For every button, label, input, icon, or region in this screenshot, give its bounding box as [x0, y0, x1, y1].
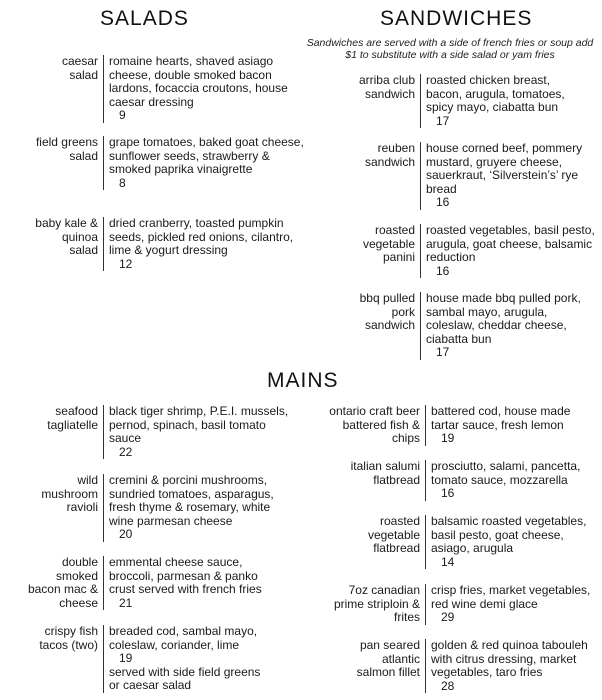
item-price: 19 — [119, 651, 133, 665]
item-price: 20 — [119, 527, 133, 541]
sandwiches-title: SANDWICHES — [380, 7, 533, 30]
item-name: bbq pulled pork sandwich — [359, 291, 415, 332]
item-price: 22 — [119, 444, 133, 459]
item-name: italian salumi flatbread — [350, 459, 420, 487]
item-description: dried cranberry, toasted pumpkin seeds, pickled red onions, cilantro, lime & yogurt dressing — [109, 216, 294, 257]
item-name: field greens salad — [35, 135, 98, 163]
salads-title: SALADS — [100, 7, 189, 30]
item-description: romaine hearts, shaved asiago cheese, double smoked bacon lardons, focaccia croutons, house caesar dressing — [109, 54, 288, 109]
item-name: double smoked bacon mac & cheese — [27, 555, 98, 610]
item-price: 16 — [436, 195, 450, 209]
item-description: house made bbq pulled pork, sambal mayo, arugula, coleslaw, cheddar cheese, ciabatta bun — [426, 291, 581, 346]
item-name: wild mushroom ravioli — [41, 473, 98, 514]
item-description: emmental cheese sauce, broccoli, parmesan & panko crust served with french fries — [109, 555, 262, 596]
menu-item — [25, 405, 289, 459]
item-price: 17 — [436, 113, 450, 128]
item-description: cremini & porcini mushrooms, sundried tomatoes, asparagus, fresh thyme & rosemary, white wine parmesan cheese — [109, 473, 274, 528]
item-price: 19 — [441, 431, 455, 445]
item-price: 9 — [119, 108, 126, 122]
item-description: golden & red quinoa tabouleh with citrus dressing, market vegetables, taro fries — [431, 638, 588, 679]
item-description: black tiger shrimp, P.E.I. mussels, pernod, spinach, basil tomato sauce — [109, 404, 289, 445]
sandwiches-note: Sandwiches are served with a side of french fries or soup add $1 to substitute with a side salad or yam fries — [306, 37, 594, 61]
item-description: breaded cod, sambal mayo, coleslaw, coriander, lime — [109, 624, 258, 652]
menu-item — [355, 142, 584, 210]
menu-item — [340, 292, 586, 360]
item-name: arriba club sandwich — [358, 73, 415, 101]
item-name: roasted vegetable flatbread — [367, 514, 420, 555]
item-name: pan seared atlantic salmon fillet — [356, 638, 420, 679]
item-price: 16 — [436, 263, 450, 278]
menu-item — [10, 136, 304, 190]
mains-title: MAINS — [267, 369, 339, 392]
item-price: 14 — [441, 554, 455, 569]
item-description: house corned beef, pommery mustard, gruyere cheese, sauerkraut, ‘Silverstein’s’ rye bread — [426, 141, 583, 196]
item-description: balsamic roasted vegetables, basil pesto, goat cheese, asiago, arugula — [431, 514, 587, 555]
item-description: battered cod, house made tartar sauce, fresh lemon — [431, 404, 571, 432]
menu-item — [320, 584, 596, 625]
menu-item — [20, 625, 274, 693]
menu-item — [20, 556, 279, 610]
menu-item — [30, 217, 304, 271]
item-name: seafood tagliatelle — [47, 404, 98, 432]
item-name: 7oz canadian prime striploin & frites — [333, 583, 420, 624]
menu-item — [345, 639, 601, 693]
item-note: served with side field greens or caesar salad — [109, 664, 261, 692]
menu-item — [325, 405, 591, 446]
item-name: caesar salad — [61, 54, 98, 82]
item-description: roasted vegetables, basil pesto, arugula, goat cheese, balsamic reduction — [426, 223, 595, 264]
menu-item — [345, 224, 596, 278]
menu-item — [40, 55, 314, 123]
item-description: roasted chicken breast, bacon, arugula, tomatoes, spicy mayo, ciabatta bun — [426, 73, 565, 114]
item-price: 8 — [119, 175, 126, 190]
item-price: 21 — [119, 595, 133, 610]
item-price: 16 — [441, 486, 455, 500]
item-description: prosciutto, salami, pancetta, tomato sauce, mozzarella — [431, 459, 581, 487]
item-name: reuben sandwich — [364, 141, 415, 169]
item-price: 29 — [441, 610, 455, 624]
item-description: crisp fries, market vegetables, red wine demi glace — [431, 583, 591, 611]
item-name: roasted vegetable panini — [362, 223, 415, 264]
item-name: baby kale & quinoa salad — [35, 216, 98, 257]
item-price: 12 — [119, 256, 133, 271]
item-price: 17 — [436, 345, 450, 359]
menu-item — [25, 474, 279, 542]
menu-item — [355, 74, 584, 128]
item-description: grape tomatoes, baked goat cheese, sunflower seeds, strawberry & smoked paprika vinaigrette — [109, 135, 304, 176]
item-name: crispy fish tacos (two) — [39, 624, 98, 652]
menu-item — [335, 460, 591, 501]
item-name: ontario craft beer battered fish & chips — [329, 404, 420, 445]
item-price: 28 — [441, 678, 455, 693]
menu-item — [345, 515, 596, 569]
